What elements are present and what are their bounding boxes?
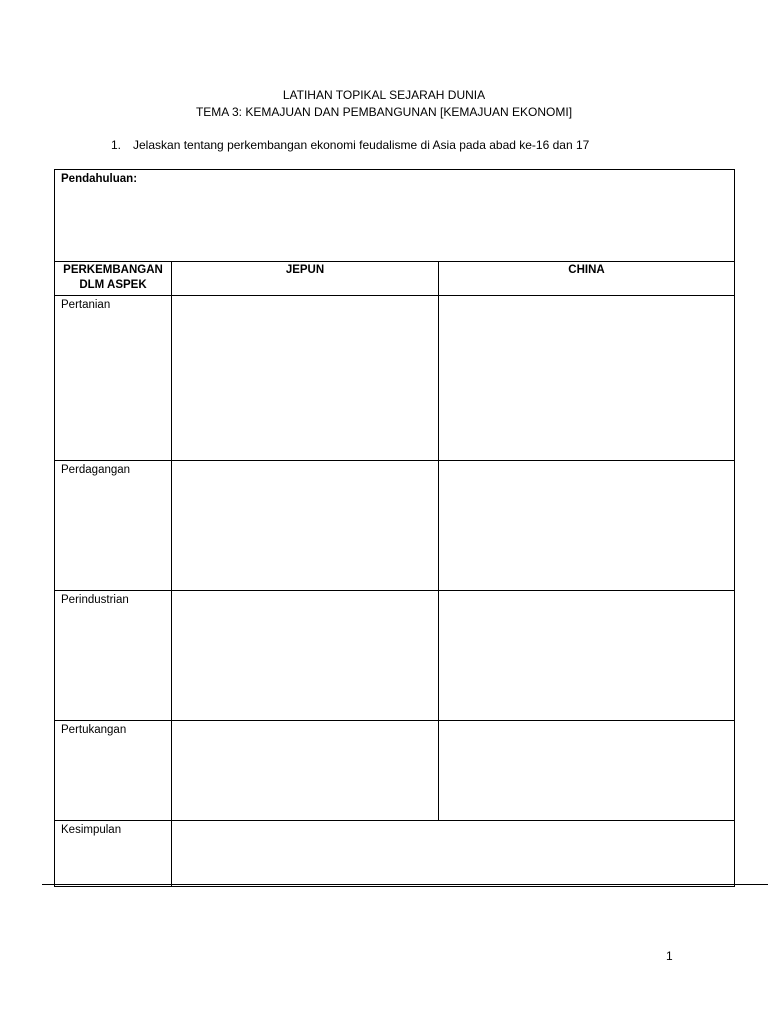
header-jepun: JEPUN (172, 262, 439, 296)
question-number: 1. (111, 138, 122, 152)
answer-cell-jepun-perindustrian[interactable] (172, 591, 439, 721)
answer-cell-china-perdagangan[interactable] (439, 461, 735, 591)
worksheet-subtitle: TEMA 3: KEMAJUAN DAN PEMBANGUNAN [KEMAJUAN EKONOMI] (195, 105, 573, 119)
question-1 (111, 137, 589, 153)
aspect-perdagangan: Perdagangan (55, 461, 172, 591)
header-aspect: PERKEMBANGAN DLM ASPEK (55, 262, 172, 296)
header-china: CHINA (439, 262, 735, 296)
aspect-pertukangan: Pertukangan (55, 721, 172, 821)
answer-cell-china-perindustrian[interactable] (439, 591, 735, 721)
question-text: Jelaskan tentang perkembangan ekonomi feudalisme di Asia pada abad ke-16 dan 17 (133, 138, 590, 152)
introduction-label: Pendahuluan: (61, 173, 138, 185)
answer-cell-china-pertanian[interactable] (439, 296, 735, 461)
conclusion-answer-cell[interactable] (172, 821, 735, 887)
aspect-pertanian: Pertanian (55, 296, 172, 461)
page-divider (42, 884, 768, 885)
answer-cell-jepun-pertukangan[interactable] (172, 721, 439, 821)
aspect-perindustrian: Perindustrian (55, 591, 172, 721)
answer-cell-china-pertukangan[interactable] (439, 721, 735, 821)
answer-cell-jepun-pertanian[interactable] (172, 296, 439, 461)
introduction-cell[interactable] (55, 170, 735, 262)
answer-cell-jepun-perdagangan[interactable] (172, 461, 439, 591)
page-number: 1 (666, 949, 673, 963)
worksheet-title: LATIHAN TOPIKAL SEJARAH DUNIA (282, 88, 486, 102)
answer-table (54, 169, 735, 887)
conclusion-label: Kesimpulan (55, 821, 172, 887)
